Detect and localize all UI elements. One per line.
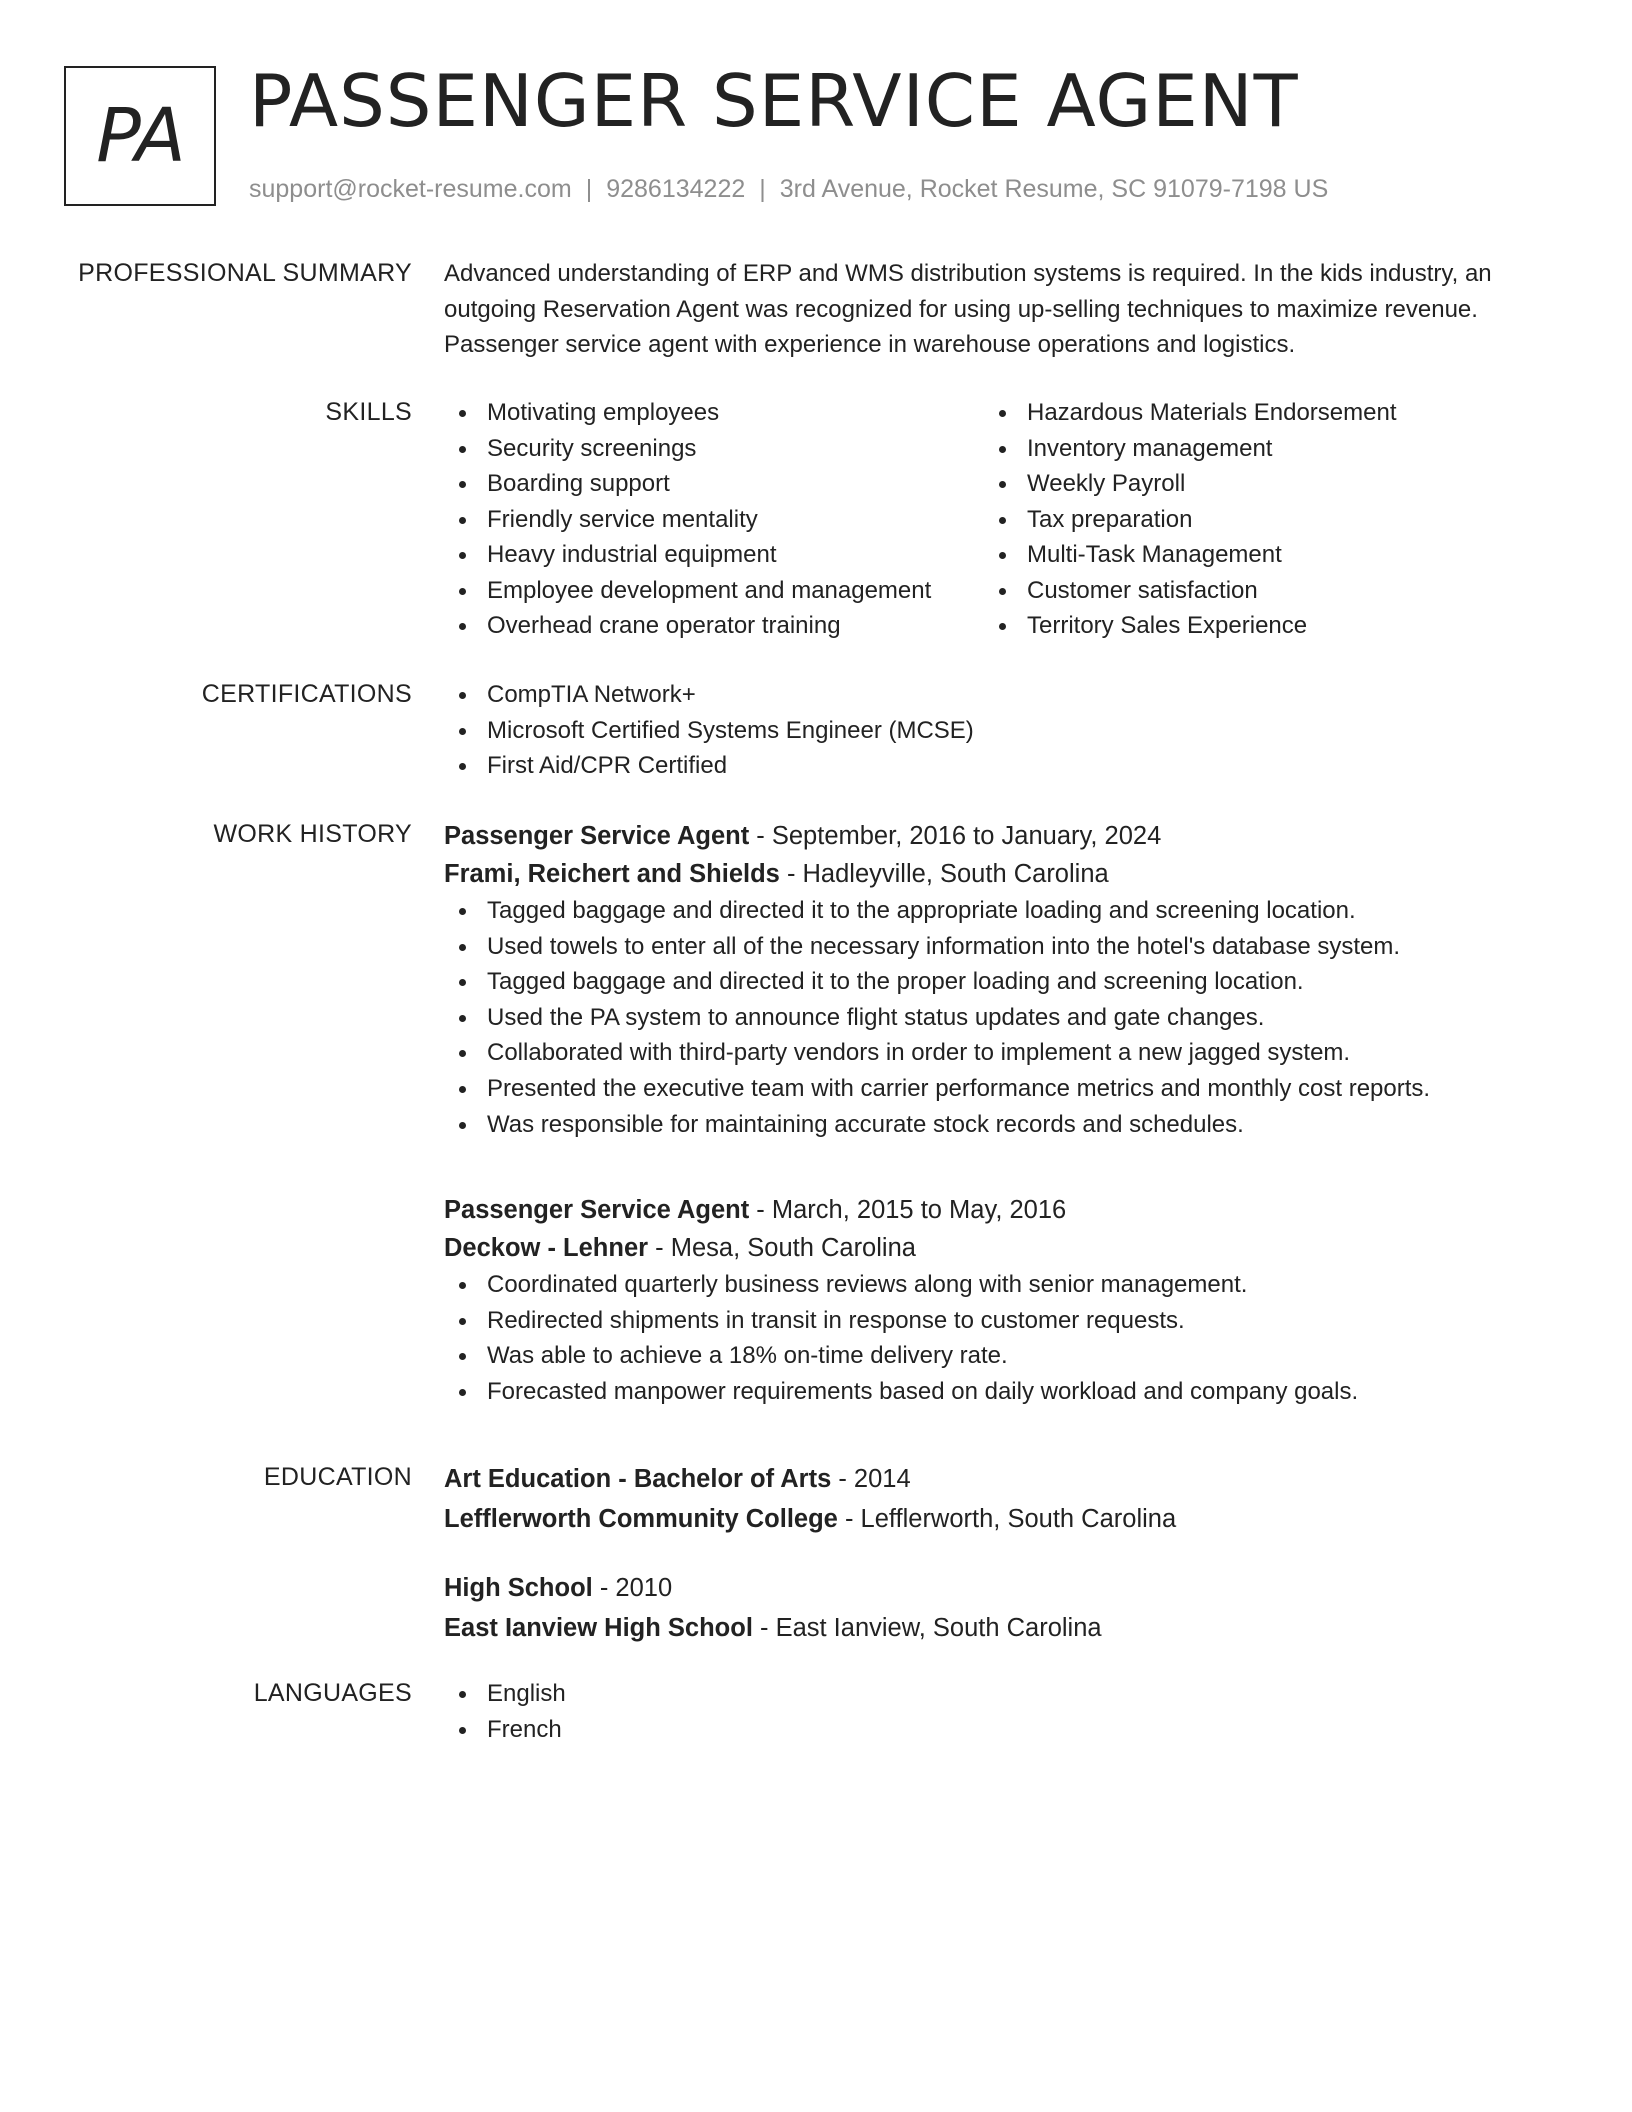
skill-item: Motivating employees — [444, 395, 984, 431]
education-school: Lefflerworth Community College — [444, 1505, 838, 1533]
job-duty-item: Used towels to enter all of the necessary information into the hotel's database system. — [444, 929, 1524, 965]
section-title-summary: PROFESSIONAL SUMMARY — [78, 259, 412, 287]
summary-line: outgoing Reservation Agent was recognized for using up-selling techniques to maximize revenue. — [444, 295, 1478, 323]
job-company: Deckow - Lehner — [444, 1234, 649, 1262]
skill-item: Overhead crane operator training — [444, 608, 984, 644]
job-dates: - September, 2016 to January, 2024 — [749, 822, 1162, 850]
job-duty-item: Forecasted manpower requirements based on daily workload and company goals. — [444, 1374, 1524, 1410]
education-location: - East Ianview, South Carolina — [752, 1614, 1102, 1642]
skill-item: Heavy industrial equipment — [444, 537, 984, 573]
skill-item: Inventory management — [984, 431, 1524, 467]
job-entry — [444, 817, 1524, 1143]
contact-separator: | — [585, 175, 593, 203]
job-role: Passenger Service Agent — [444, 1196, 750, 1224]
contact-email: support@rocket-resume.com — [249, 175, 572, 203]
work-history-body — [444, 817, 1524, 1405]
education-school-line — [444, 1609, 1524, 1647]
job-role: Passenger Service Agent — [444, 822, 750, 850]
section-title-work-history: WORK HISTORY — [213, 820, 412, 848]
skills-list-right — [984, 395, 1524, 644]
education-location: - Lefflerworth, South Carolina — [837, 1505, 1177, 1533]
job-location: - Mesa, South Carolina — [648, 1234, 916, 1262]
education-degree-line — [444, 1569, 1524, 1607]
certification-item: Microsoft Certified Systems Engineer (MCSE) — [444, 713, 1524, 749]
job-company-line — [444, 855, 1524, 893]
job-company: Frami, Reichert and Shields — [444, 860, 780, 888]
certification-item: CompTIA Network+ — [444, 677, 1524, 713]
skills-list-left — [444, 395, 984, 644]
skill-item: Security screenings — [444, 431, 984, 467]
job-duties-list — [444, 1267, 1524, 1409]
job-duty-item: Was able to achieve a 18% on-time delivery rate. — [444, 1338, 1524, 1374]
job-company-line — [444, 1229, 1524, 1267]
skill-item: Friendly service mentality — [444, 502, 984, 538]
summary-body — [444, 256, 1524, 363]
job-duty-item: Tagged baggage and directed it to the appropriate loading and screening location. — [444, 893, 1524, 929]
section-title-languages: LANGUAGES — [253, 1679, 412, 1707]
job-title-line — [444, 1191, 1524, 1229]
education-degree-line — [444, 1460, 1524, 1498]
education-school: East Ianview High School — [444, 1614, 753, 1642]
skill-item: Territory Sales Experience — [984, 608, 1524, 644]
contact-address: 3rd Avenue, Rocket Resume, SC 91079-7198 US — [779, 175, 1329, 203]
skill-item: Weekly Payroll — [984, 466, 1524, 502]
education-school-line — [444, 1500, 1524, 1538]
skill-item: Employee development and management — [444, 573, 984, 609]
skill-item: Customer satisfaction — [984, 573, 1524, 609]
certifications-list — [444, 677, 1524, 784]
contact-line — [249, 172, 1328, 206]
job-duty-item: Coordinated quarterly business reviews along with senior management. — [444, 1267, 1524, 1303]
education-degree: Art Education - Bachelor of Arts — [444, 1465, 832, 1493]
summary-line: Passenger service agent with experience in warehouse operations and logistics. — [444, 331, 1296, 358]
job-duty-item: Was responsible for maintaining accurate stock records and schedules. — [444, 1107, 1524, 1143]
certification-item: First Aid/CPR Certified — [444, 748, 1524, 784]
job-title-line — [444, 817, 1524, 855]
skill-item: Tax preparation — [984, 502, 1524, 538]
job-duty-item: Redirected shipments in transit in response to customer requests. — [444, 1303, 1524, 1339]
education-body — [444, 1460, 1524, 1642]
section-title-certifications: CERTIFICATIONS — [201, 680, 412, 708]
page-title: PASSENGER SERVICE AGENT — [249, 59, 1299, 143]
certifications-body — [444, 677, 1524, 784]
job-duty-item: Collaborated with third-party vendors in order to implement a new jagged system. — [444, 1035, 1524, 1071]
job-duty-item: Tagged baggage and directed it to the proper loading and screening location. — [444, 964, 1524, 1000]
language-item: French — [444, 1712, 1524, 1748]
job-entry — [444, 1191, 1524, 1409]
job-location: - Hadleyville, South Carolina — [779, 860, 1109, 888]
contact-separator: | — [759, 175, 766, 203]
skills-body — [444, 395, 1524, 644]
skill-item: Multi-Task Management — [984, 537, 1524, 573]
languages-body — [444, 1676, 1524, 1747]
education-degree: High School — [444, 1574, 593, 1602]
education-year: - 2014 — [831, 1465, 911, 1493]
summary-line: Advanced understanding of ERP and WMS distribution systems is required. In the kids industry, an — [444, 260, 1492, 287]
job-duties-list — [444, 893, 1524, 1143]
monogram-logo: PA — [64, 66, 216, 206]
education-entry — [444, 1460, 1524, 1538]
languages-list — [444, 1676, 1524, 1747]
section-title-skills: SKILLS — [325, 398, 412, 426]
skill-item: Hazardous Materials Endorsement — [984, 395, 1524, 431]
job-duty-item: Presented the executive team with carrier performance metrics and monthly cost reports. — [444, 1071, 1524, 1107]
contact-phone: 9286134222 — [606, 175, 746, 203]
education-year: - 2010 — [592, 1574, 673, 1602]
job-dates: - March, 2015 to May, 2016 — [749, 1196, 1067, 1224]
education-entry — [444, 1569, 1524, 1647]
section-title-education: EDUCATION — [263, 1463, 412, 1491]
job-duty-item: Used the PA system to announce flight status updates and gate changes. — [444, 1000, 1524, 1036]
language-item: English — [444, 1676, 1524, 1712]
skill-item: Boarding support — [444, 466, 984, 502]
